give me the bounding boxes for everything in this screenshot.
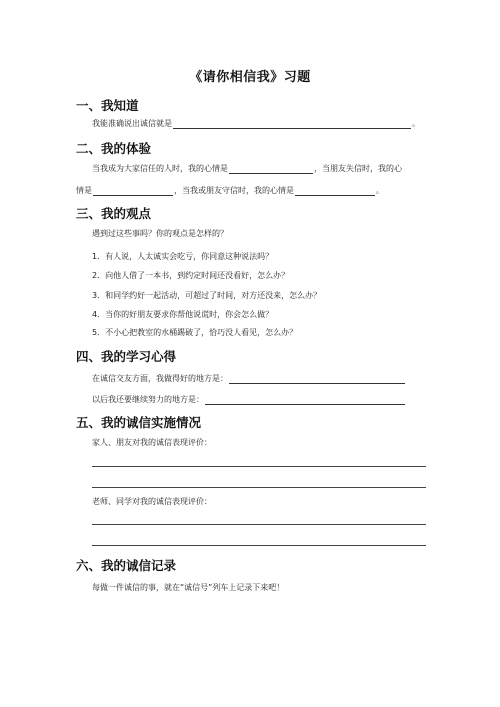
section-heading-1: 一、我知道 bbox=[76, 98, 139, 113]
question-item-3: 3．和同学约好一起活动，可超过了时间，对方还没来，怎么办？ bbox=[92, 291, 322, 300]
answer-line[interactable] bbox=[92, 545, 426, 546]
period: 。 bbox=[412, 119, 420, 128]
period: 。 bbox=[376, 186, 384, 195]
section2-text-c: 情是 bbox=[76, 186, 92, 195]
section2-text-a: 当我成为大家信任的人时，我的心情是 bbox=[92, 164, 228, 173]
answer-line[interactable] bbox=[92, 487, 426, 488]
section4-line-1 bbox=[92, 373, 406, 384]
section2-line-1 bbox=[92, 163, 402, 174]
section1-line bbox=[92, 118, 420, 129]
section4-prompt-2: 以后我还要继续努力的地方是： bbox=[92, 395, 204, 404]
answer-line[interactable] bbox=[92, 524, 426, 525]
question-item-5: 5．不小心把教室的水桶踢破了，恰巧没人看见，怎么办？ bbox=[92, 328, 298, 337]
question-item-2: 2．向他人借了一本书，到约定时间还没看好，怎么办？ bbox=[92, 271, 290, 280]
section2-text-b: ，当朋友失信时，我的心 bbox=[314, 164, 402, 173]
section-heading-3: 三、我的观点 bbox=[76, 206, 152, 221]
question-item-4: 4．当你的好朋友要求你帮他说谎时，你会怎么做？ bbox=[92, 310, 274, 319]
answer-blank[interactable] bbox=[229, 374, 405, 384]
answer-blank[interactable] bbox=[229, 164, 313, 174]
answer-blank[interactable] bbox=[173, 119, 411, 129]
section-heading-6: 六、我的诚信记录 bbox=[76, 558, 177, 573]
page-title: 《请你相信我》习题 bbox=[189, 70, 311, 85]
section2-text-d: ，当我或朋友守信时，我的心情是 bbox=[174, 186, 294, 195]
section-heading-4: 四、我的学习心得 bbox=[76, 349, 177, 364]
section4-prompt-1: 在诚信交友方面，我做得好的地方是： bbox=[92, 374, 228, 383]
section-heading-5: 五、我的诚信实施情况 bbox=[76, 415, 202, 430]
answer-blank[interactable] bbox=[205, 395, 405, 405]
question-item-1: 1．有人说，人太诚实会吃亏，你同意这种说法吗？ bbox=[92, 252, 274, 261]
section2-line-2 bbox=[76, 185, 384, 196]
section-heading-2: 二、我的体验 bbox=[76, 141, 152, 156]
answer-line[interactable] bbox=[92, 466, 426, 467]
section5-family-prompt: 家人、朋友对我的诚信表现评价： bbox=[92, 438, 212, 447]
section4-line-2 bbox=[92, 394, 406, 405]
section5-teacher-prompt: 老师、同学对我的诚信表现评价： bbox=[92, 497, 212, 506]
section3-intro: 遇到过这些事吗？你的观点是怎样的？ bbox=[92, 229, 228, 238]
section6-line: 每做一件诚信的事，就在“诚信号”列车上记录下来吧！ bbox=[92, 583, 285, 592]
answer-blank[interactable] bbox=[295, 186, 375, 196]
section1-prompt: 我能准确说出诚信就是 bbox=[92, 119, 172, 128]
answer-blank[interactable] bbox=[93, 186, 173, 196]
